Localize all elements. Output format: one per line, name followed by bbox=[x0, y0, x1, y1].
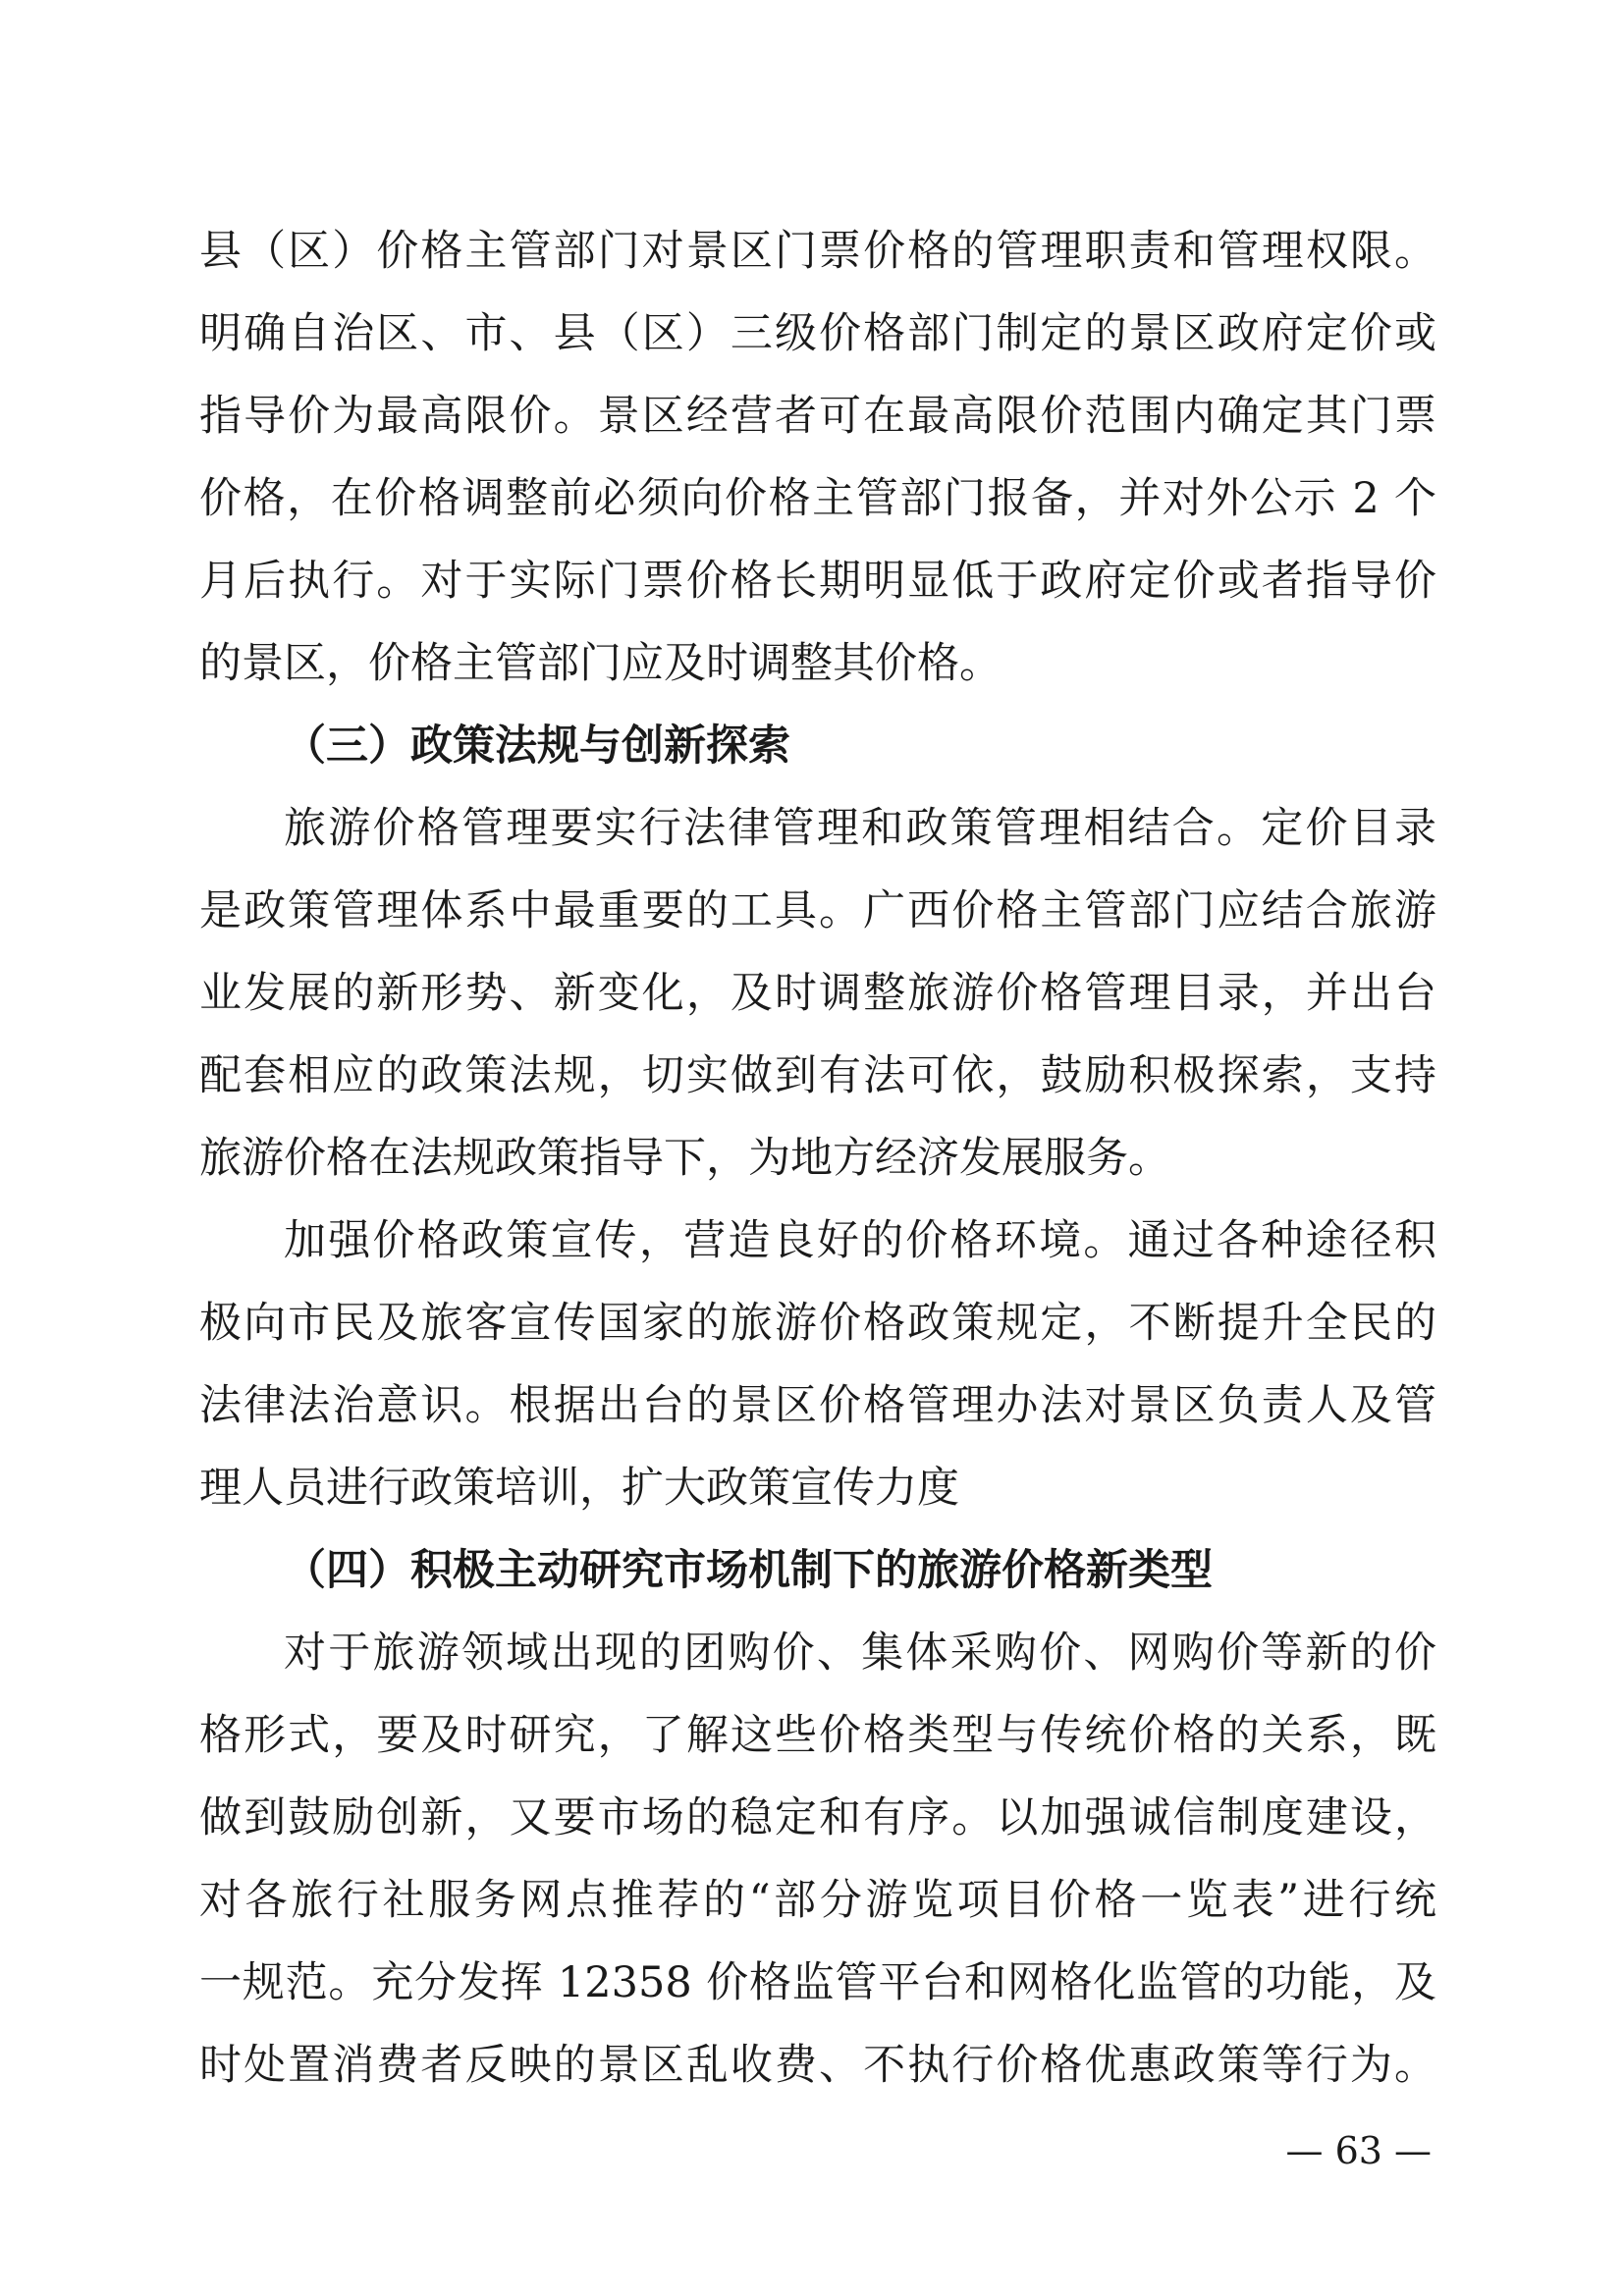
body-text-line: 做到鼓励创新，又要市场的稳定和有序。以加强诚信制度建设， bbox=[199, 1793, 1436, 1842]
body-text-line: 指导价为最高限价。景区经营者可在最高限价范围内确定其门票 bbox=[199, 392, 1436, 441]
body-text-line: 时处置消费者反映的景区乱收费、不执行价格优惠政策等行为。 bbox=[199, 2041, 1436, 2090]
body-text-line: 一规范。充分发挥 12358 价格监管平台和网格化监管的功能，及 bbox=[199, 1958, 1436, 2007]
body-text-line: 的景区，价格主管部门应及时调整其价格。 bbox=[199, 639, 1001, 688]
body-text-line: 配套相应的政策法规，切实做到有法可依，鼓励积极探索，支持 bbox=[199, 1051, 1436, 1100]
body-text-line: 业发展的新形势、新变化，及时调整旅游价格管理目录，并出台 bbox=[199, 969, 1436, 1018]
body-text-line: 旅游价格在法规政策指导下，为地方经济发展服务。 bbox=[199, 1134, 1170, 1183]
body-text-line: 月后执行。对于实际门票价格长期明显低于政府定价或者指导价 bbox=[199, 557, 1436, 606]
paragraph-first-line: 旅游价格管理要实行法律管理和政策管理相结合。定价目录 bbox=[284, 804, 1436, 853]
body-text-line: 理人员进行政策培训，扩大政策宣传力度 bbox=[199, 1464, 959, 1513]
body-text-line: 对各旅行社服务网点推荐的“部分游览项目价格一览表”进行统 bbox=[199, 1876, 1436, 1925]
paragraph-first-line: 对于旅游领域出现的团购价、集体采购价、网购价等新的价 bbox=[284, 1629, 1436, 1678]
paragraph-first-line: 加强价格政策宣传，营造良好的价格环境。通过各种途径积 bbox=[284, 1216, 1436, 1265]
body-text-line: 法律法治意识。根据出台的景区价格管理办法对景区负责人及管 bbox=[199, 1381, 1436, 1430]
section-heading-4: （四）积极主动研究市场机制下的旅游价格新类型 bbox=[284, 1546, 1213, 1595]
body-text-line: 格形式，要及时研究，了解这些价格类型与传统价格的关系，既 bbox=[199, 1711, 1436, 1760]
body-text-line: 县（区）价格主管部门对景区门票价格的管理职责和管理权限。 bbox=[199, 227, 1436, 276]
body-text-line: 极向市民及旅客宣传国家的旅游价格政策规定，不断提升全民的 bbox=[199, 1299, 1436, 1348]
page-number: — 63 — bbox=[1285, 2129, 1432, 2172]
body-text-line: 是政策管理体系中最重要的工具。广西价格主管部门应结合旅游 bbox=[199, 886, 1436, 935]
body-text-line: 价格，在价格调整前必须向价格主管部门报备，并对外公示 2 个 bbox=[199, 474, 1436, 523]
section-heading-3: （三）政策法规与创新探索 bbox=[284, 721, 790, 771]
body-text-line: 明确自治区、市、县（区）三级价格部门制定的景区政府定价或 bbox=[199, 309, 1436, 358]
